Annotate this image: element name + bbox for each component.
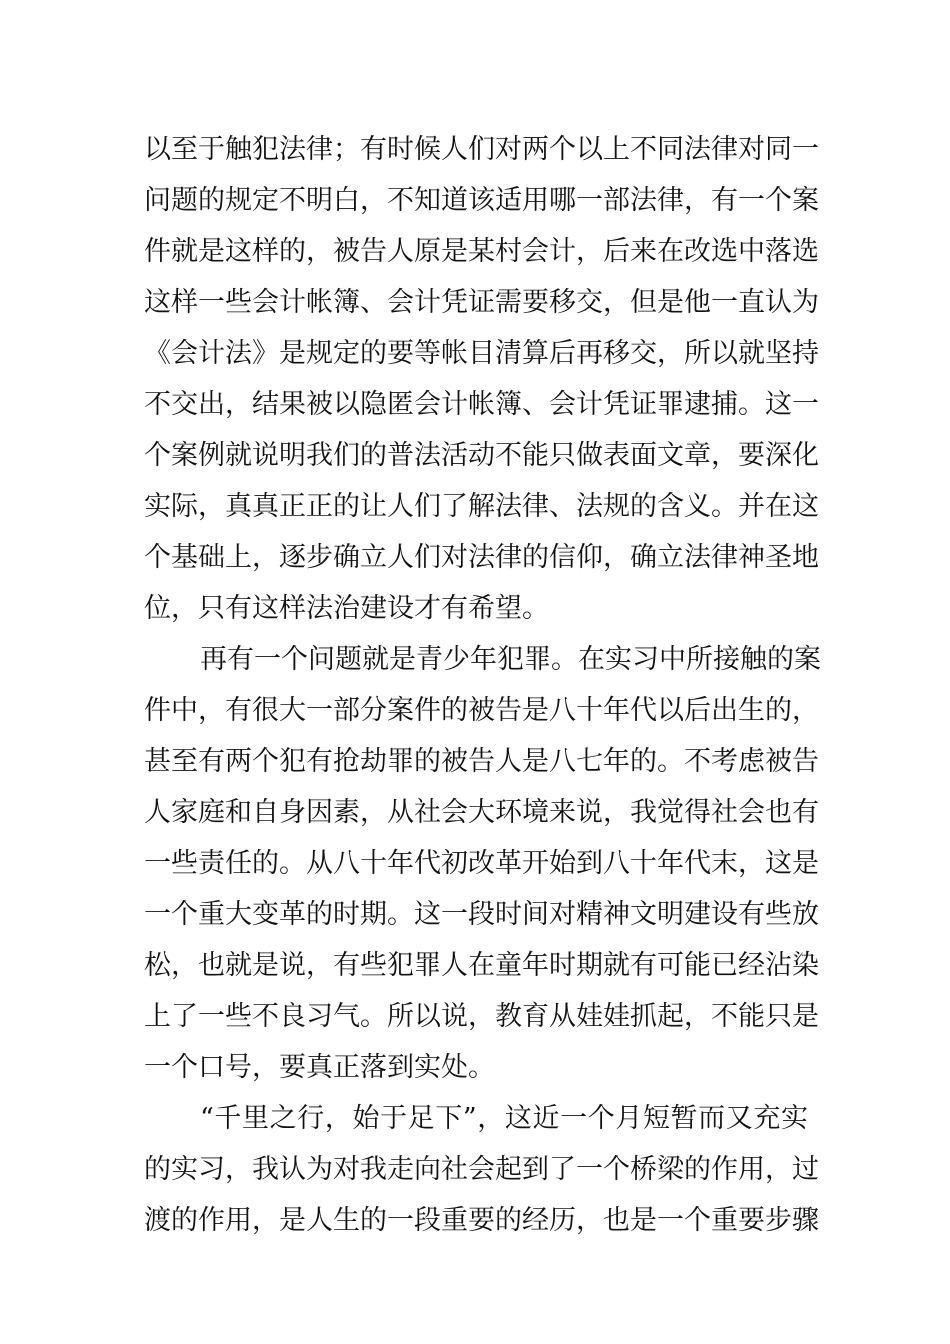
paragraph-1 <box>144 124 819 634</box>
text-line: 实际，真真正正的让人们了解法律、法规的含义。并在这 <box>144 491 819 522</box>
document-body <box>144 124 821 1246</box>
text-line: 《会计法》是规定的要等帐目清算后再移交，所以就坚持 <box>144 338 819 369</box>
text-line: 上了一些不良习气。所以说，教育从娃娃抓起，不能只是 <box>144 1001 819 1032</box>
text-line: 个案例就说明我们的普法活动不能只做表面文章，要深化 <box>144 440 819 471</box>
text-line: 松，也就是说，有些犯罪人在童年时期就有可能已经沾染 <box>144 950 819 981</box>
text-line: 一个口号，要真正落到实处。 <box>144 1052 495 1083</box>
text-line: 渡的作用，是人生的一段重要的经历，也是一个重要步骤 <box>144 1205 819 1236</box>
text-line: “千里之行，始于足下”，这近一个月短暂而又充实 <box>200 1103 808 1134</box>
text-line: 位，只有这样法治建设才有希望。 <box>144 593 549 624</box>
text-line: 的实习，我认为对我走向社会起到了一个桥梁的作用，过 <box>144 1154 819 1185</box>
text-line: 问题的规定不明白，不知道该适用哪一部法律，有一个案 <box>144 185 819 216</box>
text-line: 不交出，结果被以隐匿会计帐簿、会计凭证罪逮捕。这一 <box>144 389 819 420</box>
text-line: 人家庭和自身因素，从社会大环境来说，我觉得社会也有 <box>144 797 819 828</box>
paragraph-3 <box>144 1093 819 1246</box>
text-line: 以至于触犯法律；有时候人们对两个以上不同法律对同一 <box>144 134 819 165</box>
text-line: 甚至有两个犯有抢劫罪的被告人是八七年的。不考虑被告 <box>144 746 819 777</box>
text-line: 件就是这样的，被告人原是某村会计，后来在改选中落选 <box>144 236 819 267</box>
text-line: 一些责任的。从八十年代初改革开始到八十年代末，这是 <box>144 848 819 879</box>
paragraph-2 <box>144 634 821 1093</box>
text-line: 这样一些会计帐簿、会计凭证需要移交，但是他一直认为 <box>144 287 819 318</box>
text-line: 件中，有很大一部分案件的被告是八十年代以后出生的， <box>144 695 819 726</box>
text-line: 再有一个问题就是青少年犯罪。在实习中所接触的案 <box>200 644 821 675</box>
text-line: 一个重大变革的时期。这一段时间对精神文明建设有些放 <box>144 899 819 930</box>
text-line: 个基础上，逐步确立人们对法律的信仰，确立法律神圣地 <box>144 542 819 573</box>
